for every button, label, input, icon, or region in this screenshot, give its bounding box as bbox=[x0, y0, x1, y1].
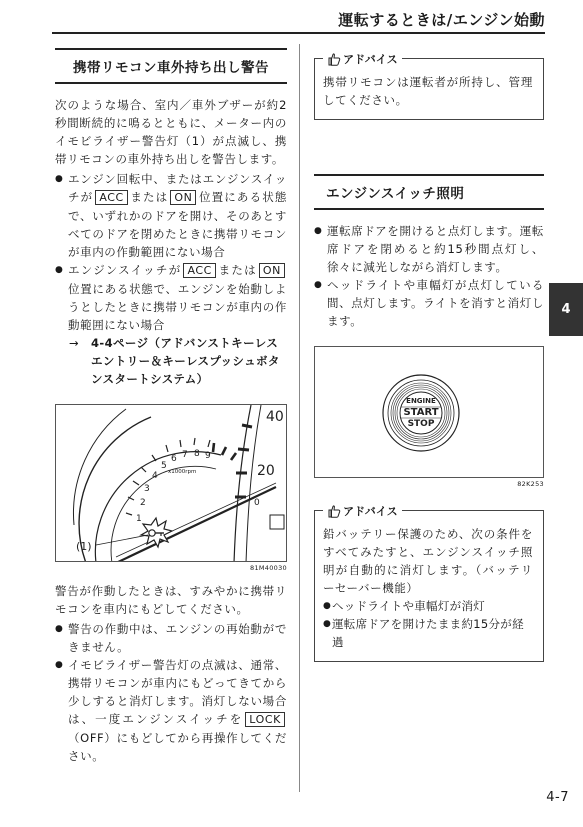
page-number: 4-7 bbox=[546, 790, 569, 805]
switch-label-start: START bbox=[403, 407, 439, 418]
advice-heading: アドバイス bbox=[323, 503, 402, 519]
warning-conditions-list bbox=[55, 170, 287, 334]
tick-label: 9 bbox=[205, 451, 211, 461]
key-label-on: ON bbox=[259, 263, 285, 278]
chapter-tab: 4 bbox=[549, 283, 583, 336]
instrument-cluster-illustration bbox=[56, 405, 287, 562]
callout-label: (1) bbox=[76, 540, 92, 553]
rpm-label: x1000rpm bbox=[168, 469, 197, 475]
tick-label: 8 bbox=[194, 449, 200, 459]
switch-label-stop: STOP bbox=[407, 419, 435, 429]
engine-start-stop-button-illustration bbox=[315, 347, 544, 478]
reference-text: 4-4ページ（アドバンストキーレスエントリー＆キーレスプッシュボタンスタートシステム） bbox=[91, 336, 280, 386]
notes-list bbox=[55, 620, 287, 765]
page-reference bbox=[55, 334, 287, 388]
battery-saver-conditions bbox=[323, 597, 533, 651]
key-label-acc: ACC bbox=[95, 190, 128, 205]
switch-light-list bbox=[314, 222, 544, 330]
tick-label: 6 bbox=[171, 454, 177, 464]
list-item: ● ヘッドライトや車幅灯が消灯 bbox=[323, 597, 533, 615]
pointing-hand-icon bbox=[327, 505, 341, 518]
figure-code: 81M40030 bbox=[250, 564, 287, 572]
switch-label-engine: ENGINE bbox=[406, 397, 436, 405]
advice-heading: アドバイス bbox=[323, 51, 402, 67]
right-column bbox=[314, 48, 544, 662]
meter-figure bbox=[55, 404, 287, 562]
advice-box-1 bbox=[314, 53, 544, 120]
intro-paragraph: 次のような場合、室内／車外ブザーが約2秒間断続的に鳴るとともに、メーター内のイモビライザー警告灯（1）が点滅し、携帯リモコンの車外持ち出しを警告します。 bbox=[55, 98, 287, 166]
key-label-acc: ACC bbox=[183, 263, 216, 278]
speed-label: 0 bbox=[254, 498, 260, 508]
section-title-switch-light: エンジンスイッチ照明 bbox=[314, 174, 544, 210]
list-item: ● 運転席ドアを開けると点灯します。運転席ドアを閉めると約15秒間点灯し、徐々に減光しながら消灯します。 bbox=[314, 222, 544, 276]
tick-label: 1 bbox=[136, 514, 142, 524]
list-item: ● エンジン回転中、またはエンジンスイッチが ACC または ON 位置にある状態で、いずれかのドアを開け、そのあとすべてのドアを閉めたときに携帯リモコンが車内の作動範囲にない場合 bbox=[55, 170, 287, 261]
after-warning-paragraph: 警告が作動したときは、すみやかに携帯リモコンを車内にもどしてください。 bbox=[55, 584, 287, 616]
key-label-on: ON bbox=[170, 190, 196, 205]
engine-switch-figure bbox=[314, 346, 544, 478]
advice-text: 鉛バッテリー保護のため、次の条件をすべてみたすと、エンジンスイッチ照明が自動的に消灯します。（バッテリーセーバー機能） bbox=[323, 527, 533, 595]
tick-label: 3 bbox=[144, 484, 150, 494]
list-item: ● ヘッドライトや車幅灯が点灯している間、点灯します。ライトを消すと消灯します。 bbox=[314, 276, 544, 330]
page-header-title: 運転するときは/エンジン始動 bbox=[338, 11, 545, 29]
advice-box-2 bbox=[314, 505, 544, 662]
left-column bbox=[55, 48, 287, 765]
speed-label: 20 bbox=[257, 463, 275, 479]
list-item: ● 運転席ドアを開けたまま約15分が経過 bbox=[323, 615, 533, 651]
speed-label: 40 bbox=[266, 409, 284, 425]
advice-text: 携帯リモコンは運転者が所持し、管理してください。 bbox=[323, 75, 533, 107]
pointing-hand-icon bbox=[327, 53, 341, 66]
tick-label: 2 bbox=[140, 498, 146, 508]
figure-code: 82K253 bbox=[517, 480, 544, 488]
list-item: ● イモビライザー警告灯の点滅は、通常、携帯リモコンが車内にもどってきてから少しすると消灯します。消灯しない場合は、一度エンジンスイッチを LOCK（OFF）にもどしてから再操作してください。 bbox=[55, 656, 287, 765]
reference-arrow: → bbox=[69, 336, 80, 350]
column-divider bbox=[299, 44, 300, 792]
section-title-remote-warning: 携帯リモコン車外持ち出し警告 bbox=[55, 48, 287, 84]
list-item: ● 警告の作動中は、エンジンの再始動ができません。 bbox=[55, 620, 287, 656]
tick-label: 5 bbox=[161, 461, 167, 471]
list-item: ● エンジンスイッチが ACC または ON位置にある状態で、エンジンを始動しようとしたときに携帯リモコンが車内の作動範囲にない場合 bbox=[55, 261, 287, 334]
tick-label: 4 bbox=[152, 471, 158, 481]
tick-label: 7 bbox=[182, 450, 188, 460]
key-label-lock: LOCK bbox=[245, 712, 285, 727]
header-rule bbox=[52, 32, 545, 34]
